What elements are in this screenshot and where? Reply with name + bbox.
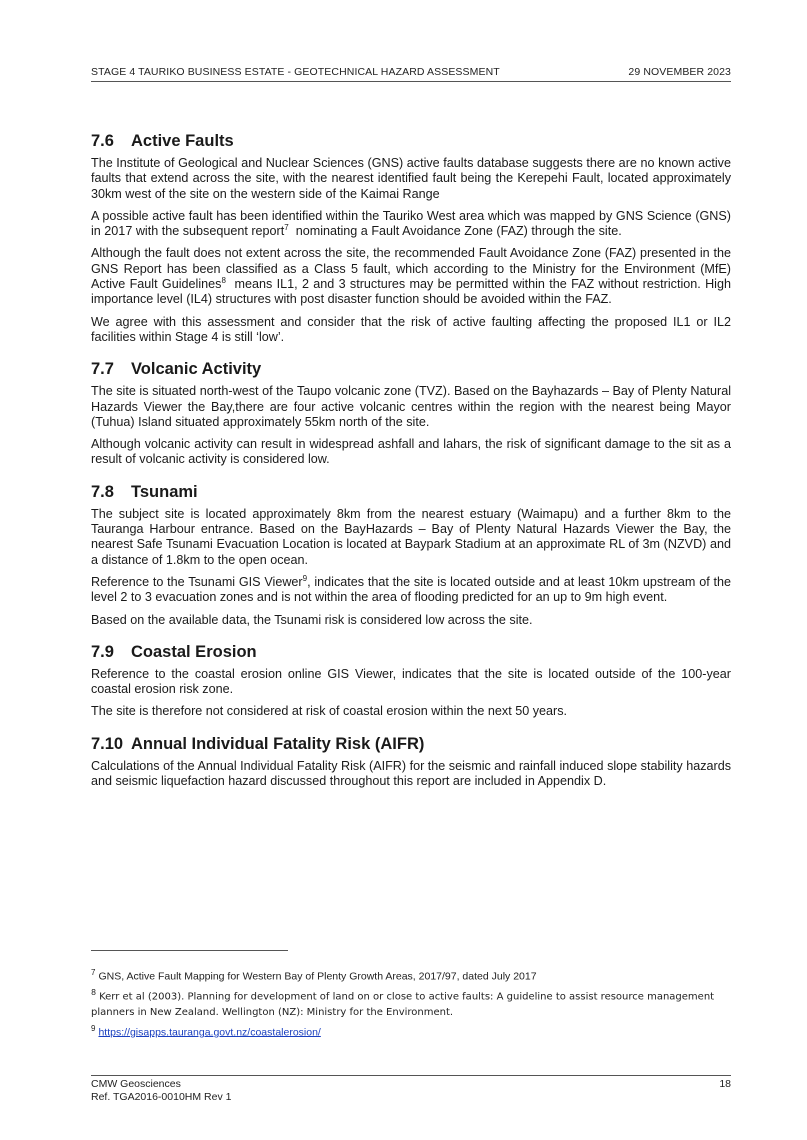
section-heading xyxy=(91,360,731,379)
paragraph xyxy=(91,246,735,307)
section-title: Annual Individual Fatality Risk (AIFR) xyxy=(131,734,425,753)
page-header xyxy=(91,66,731,78)
footnote-text: Kerr et al (2003). Planning for development of land on or close to active faults: A guideline to assist resource management planners in New Zealand. Wellington (NZ): Ministry for the Environment. xyxy=(91,990,715,1018)
section-title: Volcanic Activity xyxy=(131,360,262,379)
footnote-ref[interactable]: 8 xyxy=(221,275,226,285)
section-number: 7.6 xyxy=(91,132,114,150)
section-heading xyxy=(91,483,731,502)
paragraph: Reference to the coastal erosion online GIS Viewer, indicates that the site is located outside of the 100-year coastal erosion risk zone. xyxy=(91,666,731,697)
footnote-divider xyxy=(91,950,288,951)
paragraph: Based on the available data, the Tsunami risk is considered low across the site. xyxy=(91,612,533,627)
section-title: Tsunami xyxy=(131,482,198,501)
section-volcanic-activity xyxy=(91,360,731,467)
section-title: Coastal Erosion xyxy=(131,642,257,661)
paragraph: Although volcanic activity can result in widespread ashfall and lahars, the risk of significant damage to the sit as a result of volcanic activity is considered low. xyxy=(91,437,731,467)
paragraph: The site is situated north-west of the Taupo volcanic zone (TVZ). Based on the Bayhazards – Bay of Plenty Natural Hazards Viewer the Bay,there are four active volcanic centres within the region with the nearest being Mayor (Tuhua) Island situated approximately 55km north of the site. xyxy=(91,384,731,429)
main-content xyxy=(91,132,735,796)
paragraph: We agree with this assessment and consider that the risk of active faulting affecting the proposed IL1 or IL2 facilities within Stage 4 is still ‘low’. xyxy=(91,314,731,344)
footer-company: CMW Geosciences xyxy=(91,1078,181,1090)
section-number: 7.9 xyxy=(91,642,114,661)
header-title: STAGE 4 TAURIKO BUSINESS ESTATE - GEOTECHNICAL HAZARD ASSESSMENT xyxy=(91,66,500,78)
section-title: Active Faults xyxy=(131,132,234,150)
section-tsunami xyxy=(91,483,731,628)
footnote-7 xyxy=(91,965,731,985)
section-heading xyxy=(91,132,731,151)
paragraph-text: means IL1, 2 and 3 structures may be permitted within the FAZ without restriction. High importance level (IL4) structures with post disaster function should be avoided within the FAZ. xyxy=(91,277,735,307)
page-number: 18 xyxy=(719,1078,731,1090)
footnote-text: GNS, Active Fault Mapping for Western Bay of Plenty Growth Areas, 2017/97, dated July 2017 xyxy=(98,970,537,983)
footnote-number: 8 xyxy=(91,987,97,997)
paragraph: The Institute of Geological and Nuclear Sciences (GNS) active faults database suggests there are no known active faults that extend across the site, with the nearest identified fault being the Kerepehi Fault, located approximately 30km west of the site on the western side of the Kaimai Range xyxy=(91,156,731,201)
section-number: 7.8 xyxy=(91,482,114,501)
paragraph: Calculations of the Annual Individual Fatality Risk (AIFR) for the seismic and rainfall induced slope stability hazards and seismic liquefaction hazard discussed throughout this report are included in Appendix D. xyxy=(91,758,731,789)
section-number: 7.7 xyxy=(91,360,114,379)
footer-divider xyxy=(91,1075,731,1076)
section-number: 7.10 xyxy=(91,734,124,753)
footnote-9 xyxy=(91,1021,731,1041)
paragraph-text: , indicates that the site is located outside and at least 10km upstream of the level 2 to 3 evacuation zones and is not within the area of flooding predicted for an up to 9m high event. xyxy=(91,574,731,605)
paragraph-text: nominating a Fault Avoidance Zone (FAZ) through the site. xyxy=(288,224,622,239)
paragraph xyxy=(91,209,731,240)
paragraph-text: Although the fault does not extent across the site, the recommended Fault Avoidance Zone (FAZ) presented in the GNS Report has been classified as a Class 5 fault, which according to the Ministry for the Environment (MfE) Active Fault Guidelines xyxy=(91,246,731,292)
coastal-erosion-link[interactable]: https://gisapps.tauranga.govt.nz/coastalerosion/ xyxy=(98,1026,321,1039)
footnote-number: 9 xyxy=(91,1023,96,1033)
paragraph: The subject site is located approximately 8km from the nearest estuary (Waimapu) and a further 8km to the Tauranga Harbour entrance. Based on the BayHazards – Bay of Plenty Natural Hazards Viewer the Bay, the nearest Safe Tsunami Evacuation Location is located at Baypark Stadium at an approximate RL of 3m (NZVD) and a distance of 1.8km to the open ocean. xyxy=(91,506,731,567)
footnote-ref[interactable]: 7 xyxy=(284,223,289,232)
section-heading xyxy=(91,735,731,754)
paragraph xyxy=(91,575,731,606)
paragraph-text: A possible active fault has been identified within the Tauriko West area which was mapped by GNS Science (GNS) in 2017 with the subsequent report xyxy=(91,208,731,239)
footnotes xyxy=(91,965,731,1040)
footnote-8 xyxy=(91,985,731,1021)
footnote-ref[interactable]: 9 xyxy=(302,573,308,583)
header-divider xyxy=(91,81,731,82)
footnote-number: 7 xyxy=(91,968,96,977)
section-aifr xyxy=(91,735,731,790)
header-date: 29 NOVEMBER 2023 xyxy=(628,66,731,78)
section-coastal-erosion xyxy=(91,643,731,720)
paragraph: The site is therefore not considered at risk of coastal erosion within the next 50 years. xyxy=(91,704,568,719)
section-active-faults xyxy=(91,132,735,345)
page-footer xyxy=(91,1078,731,1104)
paragraph-text: Reference to the Tsunami GIS Viewer xyxy=(91,574,303,589)
section-heading xyxy=(91,643,731,662)
footer-reference: Ref. TGA2016-0010HM Rev 1 xyxy=(91,1091,232,1103)
